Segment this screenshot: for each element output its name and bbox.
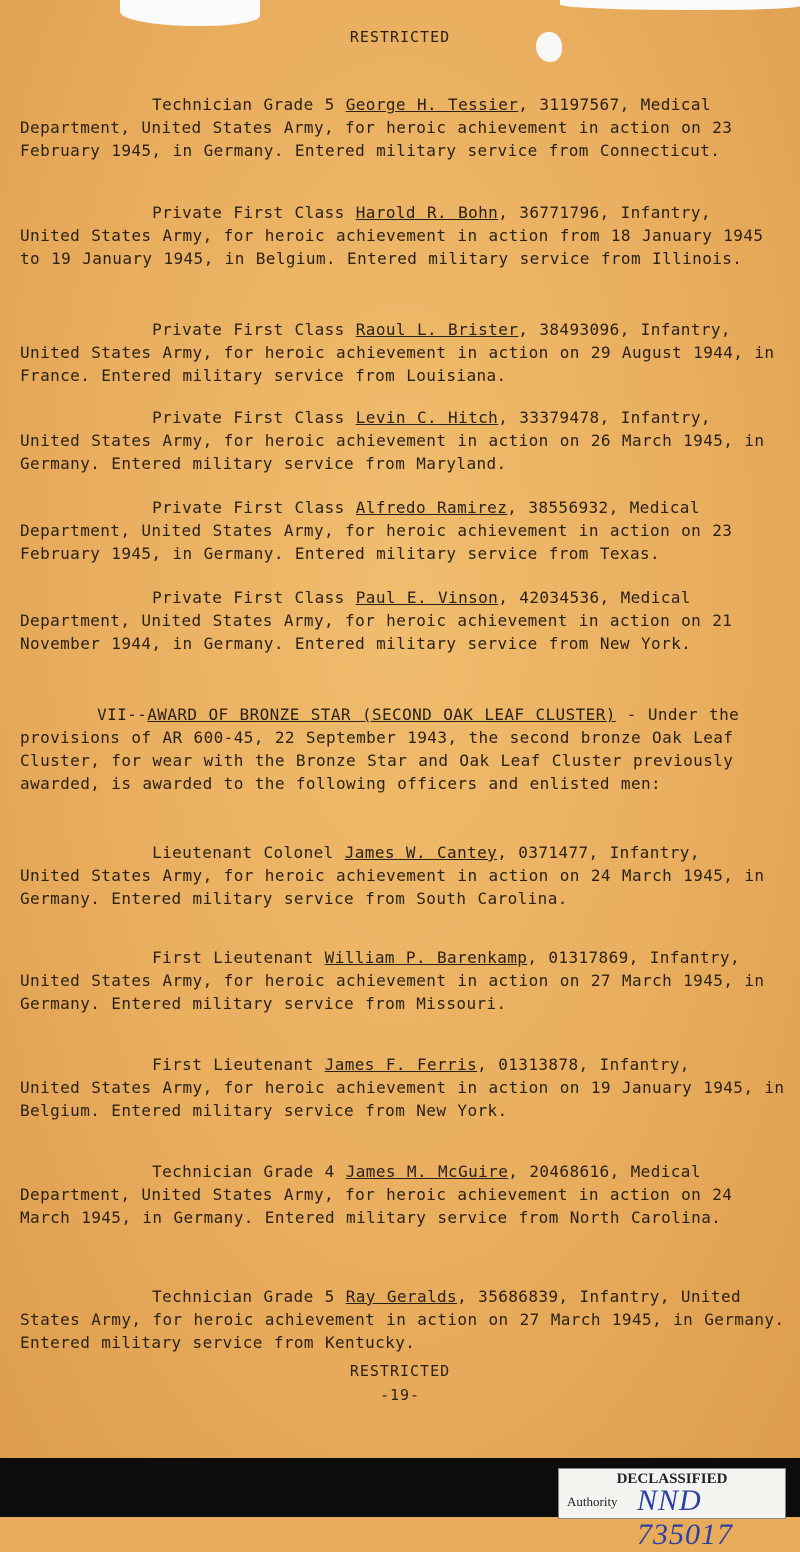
citation-body: Department, United States Army, for heroic achievement in action on 21 November 1944, in Germany. Entered military service from New York. [20, 611, 744, 653]
citation-lead: Private First Class [152, 498, 345, 517]
citation-body: United States Army, for heroic achievement in action on 27 March 1945, in Germany. Entered military service from Missouri. [20, 971, 776, 1013]
citation-lead: Technician Grade 5 [152, 95, 335, 114]
citation-lead: Private First Class [152, 408, 345, 427]
citation-name: James W. Cantey [344, 843, 498, 862]
citation-hitch [20, 383, 790, 475]
declassified-stamp [558, 1468, 786, 1551]
citation-name: Raoul L. Brister [355, 320, 519, 339]
citation-body: United States Army, for heroic achievement in action on 19 January 1945, in Belgium. Entered military service from New York. [20, 1078, 796, 1120]
citation-body: United States Army, for heroic achievement in action on 29 August 1944, in France. Entered military service from Louisiana. [20, 343, 786, 385]
citation-body: United States Army, for heroic achievement in action on 24 March 1945, in Germany. Entered military service from South Carolina. [20, 866, 776, 908]
citation-serial: , 01317869, Infantry, [527, 948, 741, 967]
citation-bohn [20, 178, 790, 270]
citation-mcguire [20, 1137, 790, 1229]
citation-body: States Army, for heroic achievement in action on 27 March 1945, in Germany. Entered military service from Kentucky. [20, 1310, 796, 1352]
citation-geralds [20, 1262, 796, 1354]
citation-body: United States Army, for heroic achievement in action on 26 March 1945, in Germany. Entered military service from Maryland. [20, 431, 776, 473]
citation-ferris [20, 1030, 796, 1122]
citation-body: Department, United States Army, for heroic achievement in action on 23 February 1945, in Germany. Entered military service from Texas. [20, 521, 744, 563]
citation-name: William P. Barenkamp [324, 948, 528, 967]
stamp-title: DECLASSIFIED [616, 1471, 728, 1487]
citation-name: James M. McGuire [345, 1162, 509, 1181]
citation-name: James F. Ferris [324, 1055, 478, 1074]
citation-lead: Technician Grade 4 [152, 1162, 335, 1181]
citation-body: Department, United States Army, for heroic achievement in action on 24 March 1945, in Germany. Entered military service from North Carolina. [20, 1185, 744, 1227]
citation-lead: Lieutenant Colonel [152, 843, 334, 862]
citation-cantey [20, 818, 790, 910]
citation-serial: , 33379478, Infantry, [498, 408, 711, 427]
citation-lead: Private First Class [152, 203, 345, 222]
section-title: AWARD OF BRONZE STAR (SECOND OAK LEAF CLUSTER) [147, 705, 616, 724]
citation-name: Alfredo Ramirez [355, 498, 508, 517]
page-number: -19- [379, 1386, 421, 1404]
citation-serial: , 38556932, Medical [507, 498, 700, 517]
citation-lead: First Lieutenant [152, 1055, 314, 1074]
citation-serial: , 20468616, Medical [508, 1162, 701, 1181]
citation-name: George H. Tessier [345, 95, 519, 114]
citation-barenkamp [20, 923, 790, 1015]
citation-lead: Private First Class [152, 588, 345, 607]
citation-ramirez [20, 473, 790, 565]
citation-name: Paul E. Vinson [355, 588, 499, 607]
citation-lead: Technician Grade 5 [152, 1287, 335, 1306]
stamp-authority-label: Authority [567, 1494, 618, 1509]
citation-vinson [20, 563, 790, 655]
stamp-authority-value: NND 735017 [637, 1484, 733, 1551]
citation-name: Levin C. Hitch [355, 408, 499, 427]
citation-body: United States Army, for heroic achievement in action from 18 January 1945 to 19 January 1945, in Belgium. Entered military service from Illinois. [20, 226, 775, 268]
restricted-header: RESTRICTED [349, 28, 451, 46]
citation-serial: , 42034536, Medical [498, 588, 691, 607]
citation-name: Ray Geralds [345, 1287, 458, 1306]
section-number: VII-- [97, 705, 148, 724]
citation-lead: Private First Class [152, 320, 345, 339]
citation-serial: , 31197567, Medical [518, 95, 711, 114]
citation-serial: , 01313878, Infantry, [477, 1055, 690, 1074]
citation-serial: , 38493096, Infantry, [518, 320, 731, 339]
section-vii [20, 680, 790, 795]
citation-serial: , 0371477, Infantry, [497, 843, 700, 862]
citation-tessier [20, 70, 790, 162]
citation-lead: First Lieutenant [152, 948, 314, 967]
section-text: - Under the provisions of AR 600-45, 22 September 1943, the second bronze Oak Leaf Cluster, for wear with the Bronze Star and Oak Leaf Cluster previously awarded, is awarded to the following officers and enlisted men: [20, 705, 751, 793]
citation-serial: , 36771796, Infantry, [498, 203, 711, 222]
citation-body: Department, United States Army, for heroic achievement in action on 23 February 1945, in Germany. Entered military service from Connecticut. [20, 118, 744, 160]
citation-brister [20, 295, 790, 387]
restricted-footer: RESTRICTED [349, 1362, 451, 1380]
citation-serial: , 35686839, Infantry, United [457, 1287, 742, 1306]
citation-name: Harold R. Bohn [355, 203, 499, 222]
